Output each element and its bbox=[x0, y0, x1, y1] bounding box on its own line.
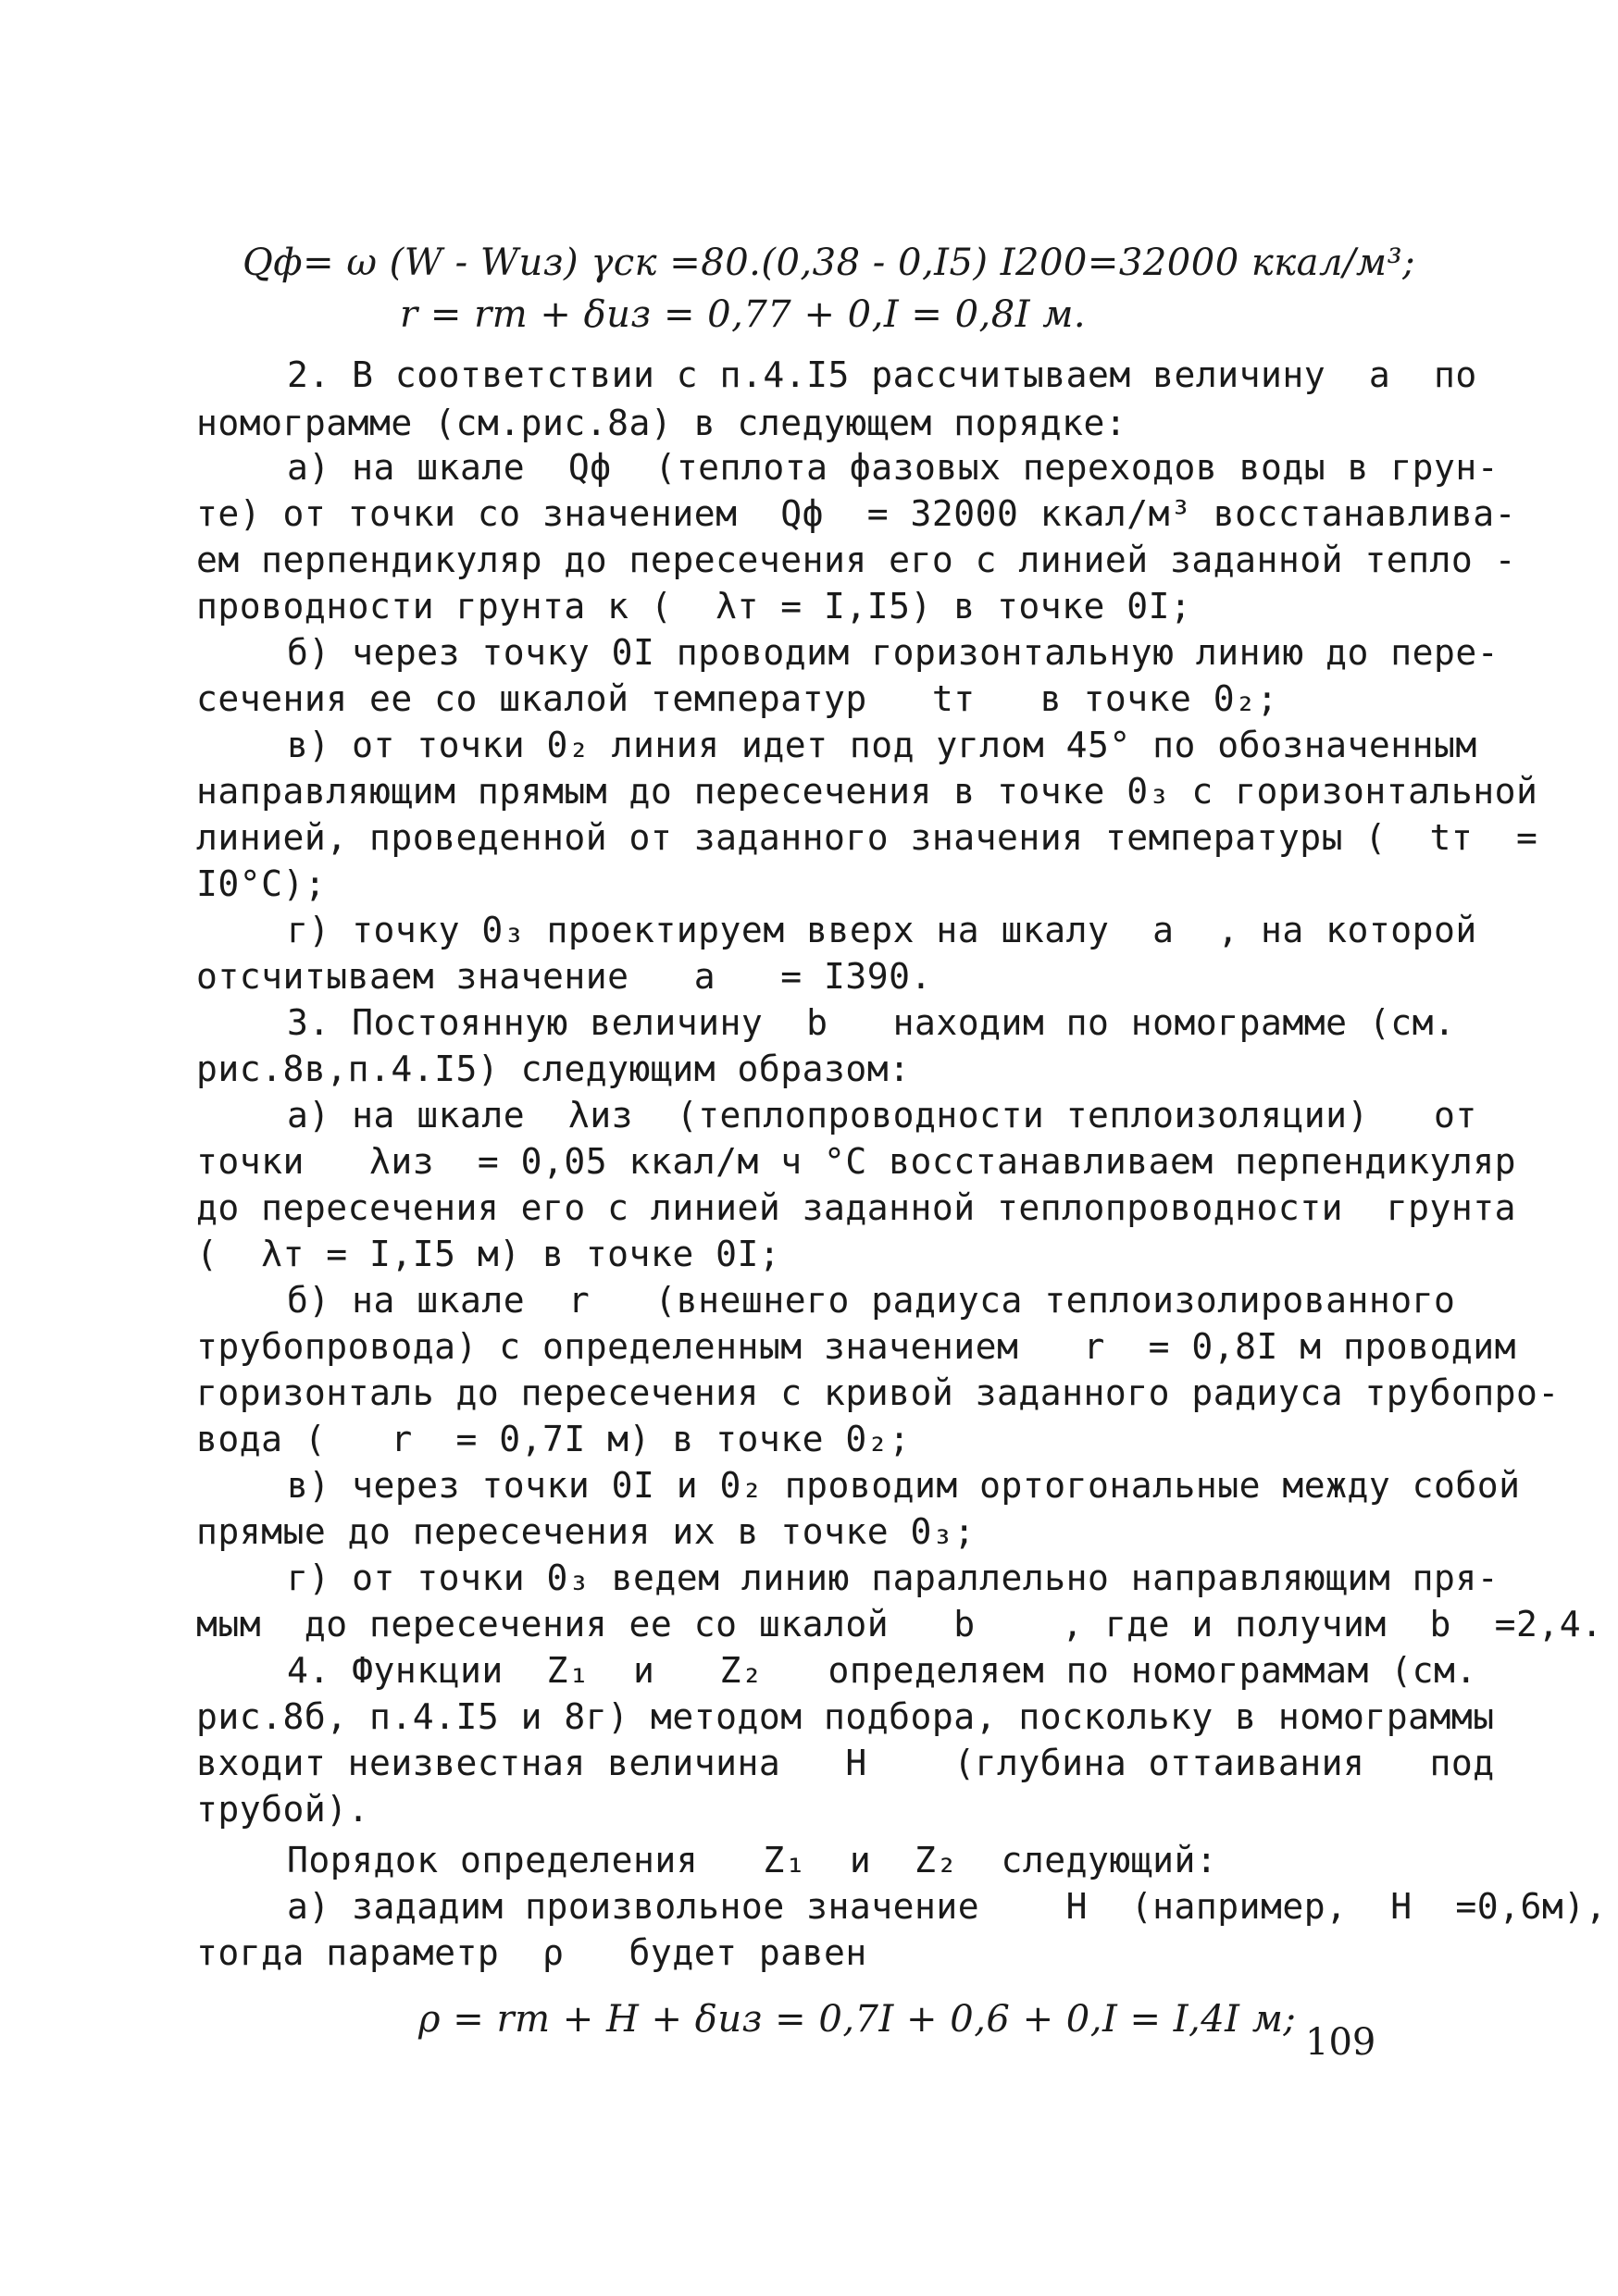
text-line: тогда параметр ρ будет равен bbox=[196, 1932, 867, 1973]
text-line: рис.8б, п.4.I5 и 8г) методом подбора, поскольку в номограммы bbox=[196, 1696, 1495, 1737]
text-line: проводности грунта к ( λт = I,I5) в точке 0I; bbox=[196, 586, 1192, 627]
text-line: рис.8в,п.4.I5) следующим образом: bbox=[196, 1049, 911, 1089]
formula-rho: ρ = rт + H + δиз = 0,7I + 0,6 + 0,I = I,4I м; bbox=[418, 1998, 1297, 2041]
text-line: номограмме (см.рис.8а) в следующем порядке: bbox=[196, 403, 1127, 443]
text-line: а) на шкале λиз (теплопроводности теплоизоляции) от bbox=[287, 1095, 1477, 1136]
text-line: б) на шкале r (внешнего радиуса теплоизолированного bbox=[287, 1280, 1456, 1321]
text-line: Порядок определения Z₁ и Z₂ следующий: bbox=[287, 1840, 1218, 1880]
text-line: I0°C); bbox=[196, 863, 327, 904]
text-line: прямые до пересечения их в точке 0₃; bbox=[196, 1511, 976, 1552]
text-line: 2. В соответствии с п.4.I5 рассчитываем величину a по bbox=[287, 354, 1477, 395]
text-line: точки λиз = 0,05 ккал/м ч °C восстанавливаем перпендикуляр bbox=[196, 1141, 1517, 1182]
formula-heat: Qф= ω (W - Wиз) γск =80.(0,38 - 0,I5) I200=32000 ккал/м³; bbox=[243, 242, 1416, 284]
text-line: г) от точки 0₃ ведем линию параллельно направляющим пря- bbox=[287, 1558, 1500, 1598]
text-line: ( λт = I,I5 м) в точке 0I; bbox=[196, 1234, 781, 1274]
text-line: линией, проведенной от заданного значения температуры ( tт = bbox=[196, 817, 1538, 858]
text-line: а) на шкале Qф (теплота фазовых переходов воды в грун- bbox=[287, 447, 1500, 488]
text-line: а) зададим произвольное значение H (например, H =0,6м), bbox=[287, 1886, 1608, 1927]
text-line: те) от точки со значением Qф = 32000 ккал/м³ восстанавлива- bbox=[196, 493, 1517, 534]
page-number: 109 bbox=[1305, 2021, 1376, 2064]
text-line: горизонталь до пересечения с кривой заданного радиуса трубопро- bbox=[196, 1372, 1560, 1413]
text-line: г) точку 0₃ проектируем вверх на шкалу a , на которой bbox=[287, 910, 1477, 950]
text-line: 4. Функции Z₁ и Z₂ определяем по номограммам (см. bbox=[287, 1650, 1477, 1691]
text-line: направляющим прямым до пересечения в точке 0₃ с горизонтальной bbox=[196, 771, 1538, 812]
text-line: ем перпендикуляр до пересечения его с линией заданной тепло - bbox=[196, 540, 1517, 580]
formula-radius: r = rт + δиз = 0,77 + 0,I = 0,8I м. bbox=[400, 293, 1087, 336]
text-line: входит неизвестная величина H (глубина оттаивания под bbox=[196, 1743, 1495, 1783]
text-line: б) через точку 0I проводим горизонтальную линию до пере- bbox=[287, 632, 1500, 673]
text-line: отсчитываем значение a = I390. bbox=[196, 956, 932, 997]
text-line: мым до пересечения ее со шкалой b , где и получим b =2,4. bbox=[196, 1604, 1603, 1644]
text-line: в) через точки 0I и 0₂ проводим ортогональные между собой bbox=[287, 1465, 1521, 1506]
text-line: до пересечения его с линией заданной теплопроводности грунта bbox=[196, 1187, 1517, 1228]
text-line: трубой). bbox=[196, 1789, 370, 1830]
text-line: в) от точки 0₂ линия идет под углом 45° по обозначенным bbox=[287, 725, 1477, 765]
text-line: 3. Постоянную величину b находим по номограмме (см. bbox=[287, 1002, 1456, 1043]
text-line: вода ( r = 0,7I м) в точке 0₂; bbox=[196, 1419, 911, 1459]
text-line: трубопровода) с определенным значением r = 0,8I м проводим bbox=[196, 1326, 1517, 1367]
text-line: сечения ее со шкалой температур tт в точке 0₂; bbox=[196, 678, 1278, 719]
